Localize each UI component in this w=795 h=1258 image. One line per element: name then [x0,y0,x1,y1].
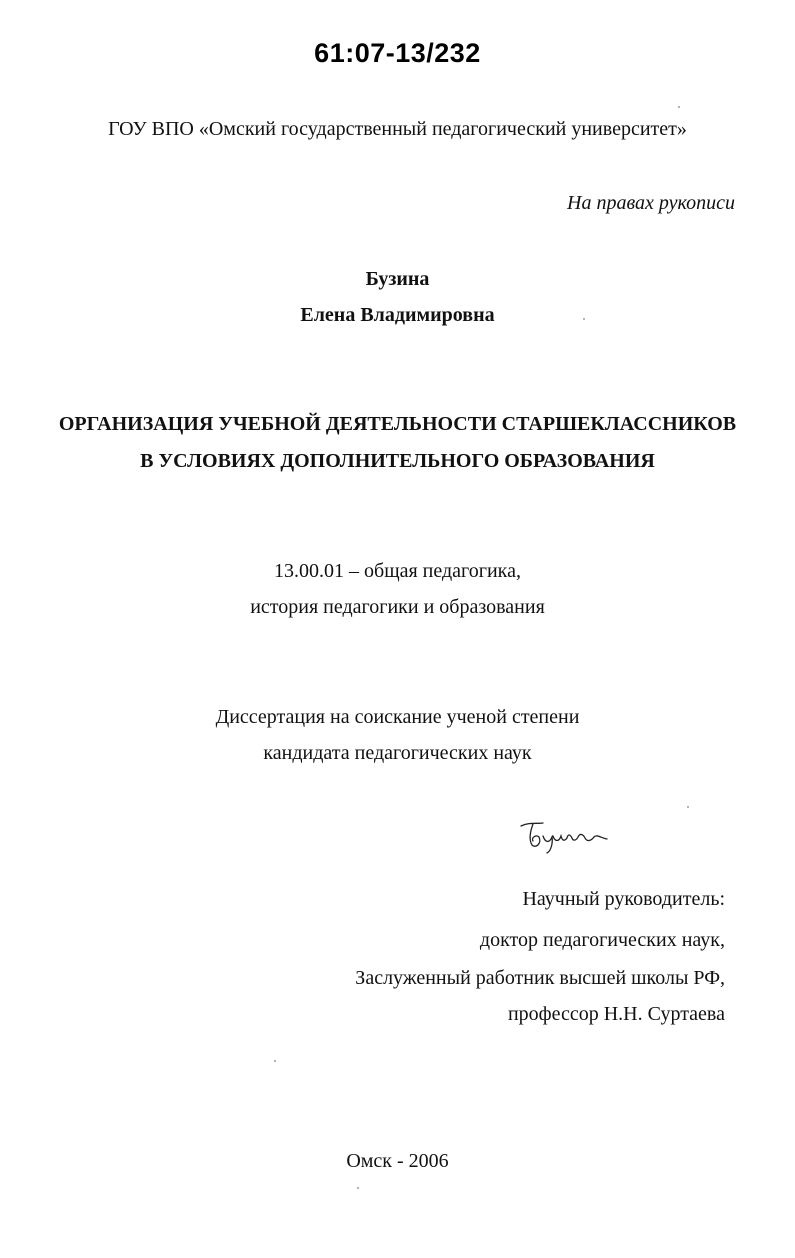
specialty-line-1: 13.00.01 – общая педагогика, [274,560,521,582]
manuscript-note: На правах рукописи [567,192,735,214]
catalog-number: 61:07-13/232 [314,38,481,68]
scan-speck [583,318,585,320]
scan-speck [687,806,689,808]
degree-line-1: Диссертация на соискание ученой степени [215,706,580,728]
scan-speck [678,106,680,108]
author-signature [515,812,615,854]
supervisor-degree: доктор педагогических наук, [479,929,725,951]
thesis-title-line-1: ОРГАНИЗАЦИЯ УЧЕБНОЙ ДЕЯТЕЛЬНОСТИ СТАРШЕКЛАССНИКОВ [58,413,737,435]
institution-name: ГОУ ВПО «Омский государственный педагогический университет» [108,118,687,140]
scan-speck [357,1187,359,1189]
author-surname: Бузина [365,268,430,290]
author-given-names: Елена Владимировна [300,304,495,326]
thesis-title-line-2: В УСЛОВИЯХ ДОПОЛНИТЕЛЬНОГО ОБРАЗОВАНИЯ [140,450,655,472]
scan-speck [274,1060,276,1062]
degree-line-2: кандидата педагогических наук [263,742,532,764]
supervisor-honor: Заслуженный работник высшей школы РФ, [355,967,725,989]
specialty-line-2: история педагогики и образования [250,596,545,618]
supervisor-name: профессор Н.Н. Суртаева [507,1003,725,1025]
place-and-year: Омск - 2006 [346,1150,449,1172]
supervisor-label: Научный руководитель: [522,888,725,910]
